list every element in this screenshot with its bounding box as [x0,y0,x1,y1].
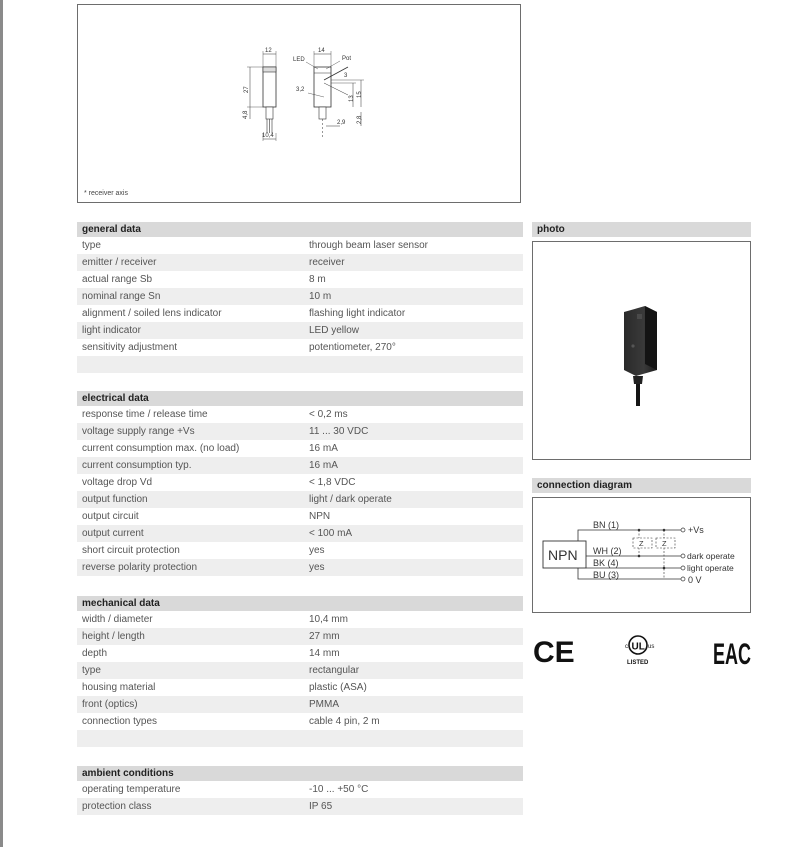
photo-title: photo [532,222,751,237]
table-row: reverse polarity protection yes [77,559,523,576]
table-row: width / diameter 10,4 mm [82,614,348,625]
zero-v-label: 0 V [688,575,702,585]
ce-mark-icon [533,636,575,669]
connection-diagram [532,497,751,613]
table-row: short circuit protection yes [82,545,325,556]
table-row: output current < 100 mA [77,525,523,542]
dim-12: 12 [265,48,272,54]
connection-diagram-svg [533,498,750,612]
table-row: height / length 27 mm [77,628,523,645]
svg-text:us: us [648,644,655,650]
table-row: operating temperature -10 ... +50 °C [82,784,369,795]
wire-bu-label: BU (3) [593,570,620,580]
table-row: type rectangular [77,662,523,679]
dimension-drawing-svg [78,5,522,204]
table-row: alignment / soiled lens indicator flashing light indicator [82,308,406,319]
table-row: depth 14 mm [82,648,340,659]
general-data-title: general data [77,222,523,237]
table-row: protection class IP 65 [77,798,523,815]
table-row: current consumption max. (no load) 16 mA [82,443,338,454]
receiver-axis-note: * receiver axis [84,190,128,197]
svg-text:c: c [625,644,628,650]
svg-text:CE: CE [533,636,575,669]
sensor-photo-image [533,242,750,459]
eac-mark-icon [713,634,753,671]
ambient-conditions-title: ambient conditions [77,766,523,781]
table-row: front (optics) PMMA [77,696,523,713]
vs-label: +Vs [688,525,704,535]
table-row: voltage drop Vd < 1,8 VDC [82,477,356,488]
table-row: current consumption typ. 16 mA [77,457,523,474]
table-row: housing material plastic (ASA) [82,682,367,693]
dim-pot-label: Pot [342,56,352,62]
electrical-data-title: electrical data [77,391,523,406]
dim-14: 14 [318,48,325,54]
dim-10-4: 10,4 [262,133,274,139]
table-row: connection types cable 4 pin, 2 m [82,716,380,727]
npn-label: NPN [548,547,578,563]
product-photo [532,241,751,460]
table-row: nominal range Sn 10 m [77,288,523,305]
dimension-drawing [77,4,521,203]
dark-operate-label: dark operate [687,551,735,561]
dim-led-label: LED [293,57,305,63]
wire-bn-label: BN (1) [593,520,620,530]
dim-13: 13 [349,95,355,102]
table-row: output function light / dark operate [77,491,523,508]
wire-wh-label: WH (2) [593,546,622,556]
page-left-rule [0,0,3,847]
table-row: sensitivity adjustment potentiometer, 270° [82,342,396,353]
table-row: response time / release time < 0,2 ms [82,409,348,420]
table-row: light indicator LED yellow [77,322,523,339]
dim-2-8: 2,8 [357,115,363,124]
load-z-label: Z [639,539,644,548]
dim-3: 3 [344,73,348,79]
dim-3-2: 3,2 [296,87,305,93]
dim-2-9: 2,9 [337,120,346,126]
dim-27: 27 [244,86,250,93]
table-row-blank [77,356,523,373]
table-row: type through beam laser sensor [82,240,428,251]
general-data-section [77,222,523,373]
table-row: emitter / receiver receiver [77,254,523,271]
mechanical-data-section [77,596,523,747]
table-row: actual range Sb 8 m [82,274,326,285]
table-row-blank [77,730,523,747]
svg-text:EAC: EAC [713,638,751,671]
table-row: voltage supply range +Vs 11 ... 30 VDC [77,423,523,440]
table-row: output circuit NPN [82,511,331,522]
svg-text:LISTED: LISTED [627,660,649,666]
svg-text:UL: UL [631,641,645,653]
ambient-conditions-section [77,766,523,815]
wire-bk-label: BK (4) [593,558,619,568]
dim-15: 15 [357,91,363,98]
cul-us-listed-icon [618,633,662,669]
mechanical-data-title: mechanical data [77,596,523,611]
electrical-data-section [77,391,523,576]
load-z-label: Z [662,539,667,548]
light-operate-label: light operate [687,563,734,573]
connection-diagram-title: connection diagram [532,478,751,493]
dim-4-8: 4,8 [243,110,249,119]
